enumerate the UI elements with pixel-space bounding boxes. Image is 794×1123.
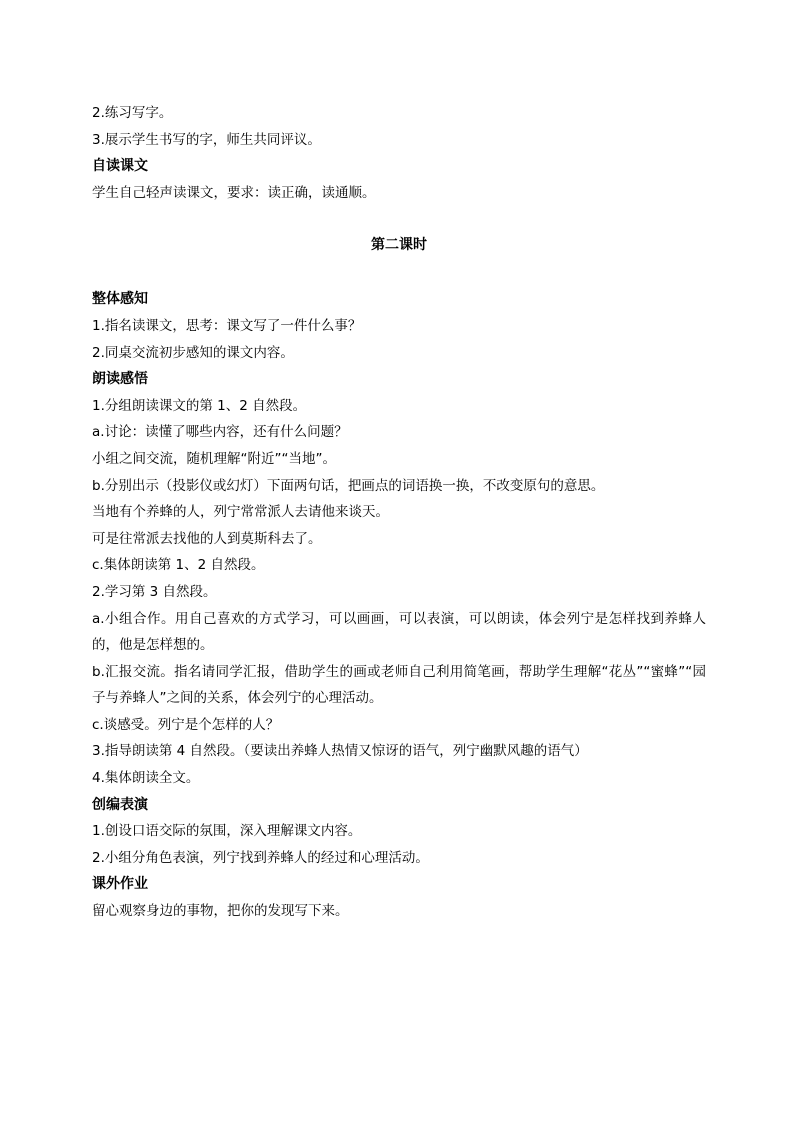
text-paragraph: b.汇报交流。指名请同学汇报，借助学生的画或老师自己利用简笔画，帮助学生理解“花丛”“蜜蜂”“园子与养蜂人”之间的关系，体会列宁的心理活动。 <box>92 663 706 707</box>
text-line: c.谈感受。列宁是个怎样的人？ <box>92 716 280 733</box>
section-heading-homework: 课外作业 <box>92 876 148 893</box>
section-heading-perform: 创编表演 <box>92 796 148 813</box>
text-line: 留心观察身边的事物，把你的发现写下来。 <box>92 903 349 920</box>
text-line: 2.练习写字。 <box>92 105 173 121</box>
text-line: 小组之间交流，随机理解“附近”“当地”。 <box>92 450 336 467</box>
text-line: a.讨论：读懂了哪些内容，还有什么问题？ <box>92 424 348 441</box>
text-line: 3.展示学生书写的字，师生共同评议。 <box>92 131 321 148</box>
text-paragraph: a.小组合作。用自己喜欢的方式学习，可以画画，可以表演，可以朗读，体会列宁是怎样找到养蜂人的，他是怎样想的。 <box>92 610 706 654</box>
text-line: 学生自己轻声读课文，要求：读正确，读通顺。 <box>92 184 376 201</box>
text-line: c.集体朗读第 1、2 自然段。 <box>92 557 265 574</box>
text-line: 3.指导朗读第 4 自然段。（要读出养蜂人热情又惊讶的语气，列宁幽默风趣的语气） <box>92 743 588 760</box>
text-line: 可是往常派去找他的人到莫斯科去了。 <box>92 530 322 547</box>
section-heading-self-read: 自读课文 <box>92 158 148 175</box>
text-line: 1.创设口语交际的氛围，深入理解课文内容。 <box>92 823 362 840</box>
text-line: 2.学习第 3 自然段。 <box>92 583 217 600</box>
section-heading-reading: 朗读感悟 <box>92 371 148 388</box>
text-line: 2.同桌交流初步感知的课文内容。 <box>92 344 294 361</box>
text-line: 1.指名读课文，思考：课文写了一件什么事？ <box>92 317 362 334</box>
document-body <box>92 100 706 925</box>
text-line: 1.分组朗读课文的第 1、2 自然段。 <box>92 397 307 414</box>
text-line: 4.集体朗读全文。 <box>92 770 200 787</box>
text-line: 当地有个养蜂的人，列宁常常派人去请他来谈天。 <box>92 504 389 521</box>
text-line: b.分别出示（投影仪或幻灯）下面两句话，把画点的词语换一换，不改变原句的意思。 <box>92 477 605 494</box>
text-line: 2.小组分角色表演，列宁找到养蜂人的经过和心理活动。 <box>92 849 429 866</box>
lesson-title: 第二课时 <box>371 237 427 254</box>
section-heading-overall: 整体感知 <box>92 291 148 308</box>
